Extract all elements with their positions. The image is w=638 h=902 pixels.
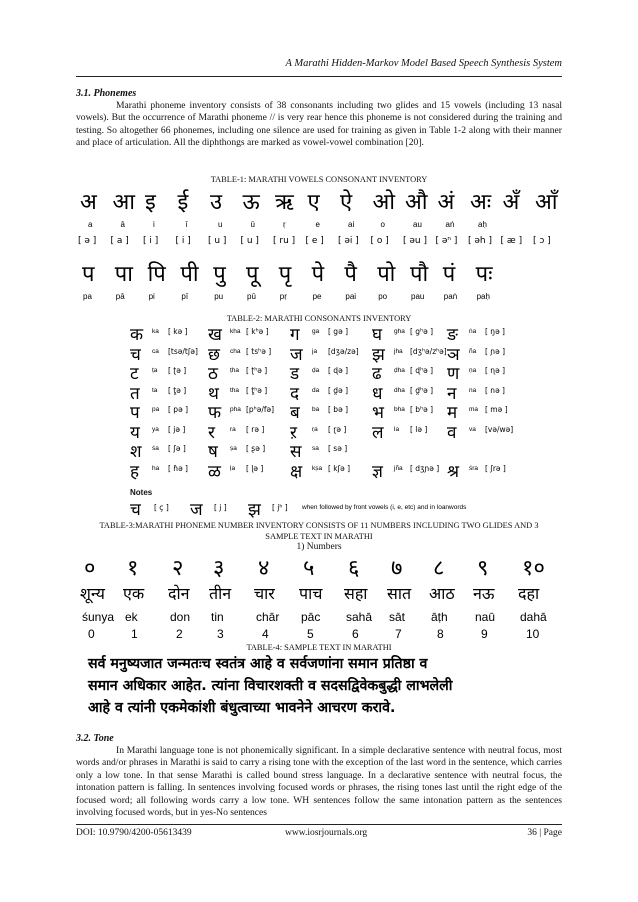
- number-word-roman: āṭh: [431, 610, 448, 624]
- consonant-ipa: [ ɖʰə ]: [410, 366, 434, 375]
- consonant-glyph: व: [447, 422, 457, 443]
- consonant-roman: va: [469, 425, 476, 433]
- sample-text-line: आहे व त्यांनी एकमेकांशी बंधुत्वाच्या भावनेने आचरण करावे.: [88, 700, 396, 716]
- number-word-devanagari: एक: [123, 584, 145, 603]
- consonant-ipa: [ ɳə ]: [485, 366, 506, 375]
- consonant-ipa: [ ɭə ]: [246, 463, 264, 473]
- number-word-devanagari: दहा: [518, 584, 540, 603]
- consonant-roman: śra: [469, 464, 479, 472]
- consonant-glyph: द: [290, 383, 300, 404]
- consonant-ipa: [ dʒɲə ]: [410, 463, 440, 473]
- consonant-ipa: [ gə ]: [328, 327, 348, 336]
- consonant-glyph: च: [130, 344, 141, 365]
- number-word-devanagari: आठ: [429, 584, 455, 603]
- consonant-ipa: [ ʂə ]: [246, 444, 266, 453]
- consonant-glyph: झ: [372, 344, 385, 365]
- consonant-ipa: [ tsʰə ]: [246, 346, 272, 356]
- consonant-glyph: त: [130, 383, 140, 404]
- vowel-glyph: ऋ: [275, 190, 294, 215]
- vowel-ipa: [ u ]: [208, 236, 227, 246]
- arabic-digit: 4: [262, 627, 269, 641]
- number-word-devanagari: शून्य: [80, 584, 105, 603]
- consonant-roman: ta: [152, 386, 158, 394]
- number-word-roman: sāt: [389, 610, 406, 624]
- vowel-ipa: [ i ]: [143, 236, 159, 246]
- vowel-ipa: [ ɔ ]: [533, 236, 551, 246]
- consonant-ipa: [ sə ]: [328, 444, 348, 453]
- pa-syllable-glyph: प: [82, 262, 95, 287]
- footer-doi: DOI: 10.9790/4200-05613439: [76, 828, 192, 838]
- devanagari-digit: २: [172, 556, 184, 581]
- consonant-glyph: ख: [208, 325, 222, 345]
- number-word-devanagari: पाच: [299, 584, 323, 603]
- consonant-glyph: स: [290, 442, 302, 462]
- consonant-ipa: [ bʰə ]: [410, 405, 434, 414]
- note-ipa: [ j ]: [214, 503, 227, 512]
- consonant-roman: jha: [394, 347, 403, 355]
- number-word-roman: pāc: [301, 610, 321, 624]
- consonant-ipa: [ ʈʰə ]: [246, 366, 268, 375]
- table3-caption-line1: TABLE-3:MARATHI PHONEME NUMBER INVENTORY CONSISTS OF 11 NUMBERS INCLUDING TWO GLIDES AND 3: [99, 521, 539, 530]
- consonant-roman: ma: [469, 406, 479, 413]
- consonant-roman: ja: [312, 347, 318, 355]
- vowel-roman: ā: [120, 220, 125, 229]
- consonant-glyph: ध: [372, 383, 383, 404]
- consonant-ipa: [ pə ]: [168, 405, 188, 414]
- number-word-devanagari: नऊ: [473, 584, 495, 603]
- arabic-digit: 6: [352, 627, 359, 641]
- table4-caption: TABLE-4: SAMPLE TEXT IN MARATHI: [246, 643, 392, 652]
- arabic-digit: 9: [481, 627, 488, 641]
- vowel-ipa: [ e ]: [305, 236, 324, 246]
- number-word-devanagari: दोन: [168, 584, 190, 603]
- number-word-roman: ek: [125, 610, 138, 624]
- consonant-glyph: ल: [372, 422, 384, 443]
- consonant-roman: la: [394, 425, 400, 433]
- vowel-glyph: आँ: [535, 190, 558, 215]
- consonant-ipa: [və/wə]: [485, 424, 514, 434]
- consonant-glyph: ठ: [208, 364, 218, 384]
- number-word-roman: tin: [211, 610, 224, 624]
- consonant-roman: ga: [312, 328, 320, 335]
- vowel-glyph: ऐ: [340, 190, 353, 215]
- consonant-glyph: प: [130, 403, 140, 423]
- consonant-roman: ṇa: [469, 367, 477, 374]
- devanagari-digit: ८: [433, 556, 445, 581]
- consonant-glyph: र: [208, 422, 215, 443]
- vowel-roman: u: [218, 220, 223, 229]
- consonant-ipa: [ lə ]: [410, 424, 428, 434]
- consonant-glyph: भ: [372, 403, 384, 423]
- consonant-glyph: फ: [208, 403, 222, 423]
- consonant-ipa: [ jə ]: [168, 424, 186, 434]
- consonant-roman: ña: [469, 347, 477, 355]
- consonant-ipa: [ d̪ʰə ]: [410, 385, 434, 395]
- vowel-roman: au: [413, 220, 422, 229]
- running-title: A Marathi Hidden-Markov Model Based Speech Synthesis System: [285, 58, 562, 69]
- consonant-ipa: [ d̪ə ]: [328, 385, 348, 395]
- vowel-glyph: आ: [112, 190, 135, 215]
- consonant-ipa: [ ʈə ]: [168, 366, 187, 375]
- pa-syllable-roman: pu: [214, 292, 224, 301]
- consonant-roman: ya: [152, 425, 159, 433]
- devanagari-digit: १: [127, 556, 139, 581]
- consonant-roman: bha: [394, 406, 405, 413]
- vowel-roman: a: [88, 220, 93, 229]
- consonant-glyph: श्र: [447, 461, 460, 482]
- pa-syllable-glyph: पे: [311, 262, 325, 287]
- vowel-ipa: [ ə ]: [78, 236, 97, 246]
- consonant-ipa: [ ɦə ]: [168, 463, 188, 473]
- consonant-roman: ḷa: [230, 464, 236, 472]
- consonant-ipa: [ ɲə ]: [485, 346, 506, 356]
- consonant-glyph: ष: [208, 442, 218, 462]
- consonant-ipa: [ kʰə ]: [246, 327, 269, 336]
- consonant-glyph: ढ: [372, 364, 382, 384]
- number-word-roman: don: [170, 610, 191, 624]
- sample-text-line: समान अधिकार आहेत. त्यांना विचारशक्ती व सदसद्विवेकबुद्धी लाभलेली: [88, 678, 453, 694]
- devanagari-digit: ६: [348, 556, 360, 581]
- pa-syllable-roman: po: [378, 292, 388, 301]
- note-ipa: [ jʰ ]: [272, 503, 288, 512]
- note-ipa: [ ç ]: [154, 503, 169, 512]
- consonant-glyph: ज: [290, 344, 303, 365]
- vowel-ipa: [ a ]: [110, 236, 129, 246]
- consonant-roman: ḍa: [312, 367, 320, 374]
- consonant-glyph: ळ: [208, 461, 221, 482]
- vowel-glyph: अँ: [502, 190, 520, 215]
- consonant-glyph: ड: [290, 364, 300, 384]
- pa-syllable-glyph: पा: [114, 262, 133, 287]
- vowel-glyph: ओ: [372, 190, 396, 215]
- note-glyph: च: [130, 500, 141, 520]
- consonant-roman: ṛa: [312, 425, 318, 433]
- pa-syllable-glyph: पृ: [278, 262, 292, 287]
- consonant-ipa: [ ɽə ]: [328, 424, 347, 434]
- pa-syllable-roman: pi: [148, 292, 155, 301]
- tone-paragraph: [76, 745, 562, 819]
- number-word-roman: chār: [256, 610, 280, 624]
- notes-text: when followed by front vowels (i, e, etc) and in loanwords: [302, 504, 467, 511]
- consonant-glyph: ङ: [447, 325, 458, 345]
- number-word-devanagari: सहा: [344, 584, 368, 603]
- consonant-roman: kṣa: [312, 464, 323, 472]
- pa-syllable-roman: pe: [312, 292, 322, 301]
- consonant-glyph: न: [447, 383, 457, 404]
- consonant-glyph: ब: [290, 403, 300, 423]
- vowel-ipa: [ əh ]: [468, 236, 492, 246]
- pa-syllable-glyph: पो: [377, 262, 396, 287]
- vowel-ipa: [ i ]: [175, 236, 191, 246]
- consonant-roman: dha: [394, 386, 405, 394]
- vowel-roman: ṛ: [283, 220, 286, 229]
- header-rule: [76, 76, 562, 77]
- consonant-ipa: [ ŋə ]: [485, 327, 505, 336]
- sample-text-line: सर्व मनुष्यजात जन्मतःच स्वतंत्र आहे व सर्वजणांना समान प्रतिष्ठा व: [88, 656, 428, 672]
- arabic-digit: 1: [131, 627, 138, 641]
- arabic-digit: 7: [395, 627, 402, 641]
- vowel-roman: e: [315, 220, 320, 229]
- consonant-glyph: छ: [208, 344, 220, 365]
- vowel-glyph: ऊ: [242, 190, 260, 215]
- pa-syllable-glyph: पि: [147, 262, 166, 287]
- phonemes-paragraph: [76, 100, 562, 150]
- note-glyph: झ: [248, 500, 261, 520]
- arabic-digit: 0: [88, 627, 95, 641]
- pa-syllable-roman: paḥ: [476, 292, 490, 301]
- pa-syllable-roman: pū: [247, 292, 256, 301]
- footer-site: www.iosrjournals.org: [285, 828, 368, 838]
- number-word-roman: naū: [475, 610, 496, 624]
- devanagari-digit: ३: [213, 556, 225, 581]
- note-glyph: ज: [190, 500, 203, 520]
- consonant-glyph: ण: [447, 364, 460, 384]
- consonant-ipa: [ t̪ə ]: [168, 385, 187, 395]
- pa-syllable-glyph: पू: [246, 262, 259, 287]
- consonant-ipa: [ ʃə ]: [168, 444, 186, 453]
- vowel-ipa: [ o ]: [370, 236, 389, 246]
- consonant-glyph: क्ष: [290, 461, 303, 482]
- consonant-roman: ka: [152, 328, 159, 335]
- devanagari-digit: ५: [303, 556, 315, 581]
- number-word-roman: dahā: [520, 610, 547, 624]
- devanagari-digit: ०: [84, 556, 96, 581]
- arabic-digit: 3: [217, 627, 224, 641]
- pa-syllable-glyph: पै: [344, 262, 357, 287]
- number-word-devanagari: तीन: [209, 584, 232, 603]
- table3-caption-line2: SAMPLE TEXT IN MARATHI: [265, 532, 373, 541]
- vowel-ipa: [ əⁿ ]: [435, 236, 458, 246]
- vowel-ipa: [ u ]: [240, 236, 259, 246]
- devanagari-digit: ९: [477, 556, 489, 581]
- devanagari-digit: १०: [522, 556, 545, 581]
- vowel-roman: ai: [348, 220, 355, 229]
- table1-caption: TABLE-1: MARATHI VOWELS CONSONANT INVENTORY: [210, 175, 428, 184]
- vowel-ipa: [ əu ]: [403, 236, 427, 246]
- vowel-glyph: ए: [307, 190, 320, 215]
- vowel-ipa: [ əi ]: [338, 236, 359, 246]
- consonant-ipa: [ t̪ʰə ]: [246, 385, 268, 395]
- pa-syllable-glyph: पः: [475, 262, 493, 287]
- consonant-ipa: [ nə ]: [485, 385, 505, 395]
- consonant-roman: kha: [230, 328, 241, 335]
- consonant-roman: cha: [230, 347, 241, 355]
- vowel-roman: o: [380, 220, 385, 229]
- consonant-roman: ṭha: [230, 367, 240, 374]
- consonant-roman: pha: [230, 406, 241, 413]
- pa-syllable-glyph: पी: [180, 262, 199, 287]
- consonant-glyph: ञ: [447, 344, 460, 365]
- consonant-roman: gha: [394, 328, 405, 335]
- section-heading-phonemes: 3.1. Phonemes: [76, 88, 137, 99]
- number-word-roman: śunya: [82, 610, 115, 624]
- phonemes-paragraph-text: Marathi phoneme inventory consists of 38 consonants including two glides and 15 vowels (including 13 nasal vowels). But the occurrence of Marathi phoneme // is very rear hence this phoneme is not considered during the training and testing. So altogether 66 phonemes, including one silence are used for training as given in Table 1-2 along with their manner and place of articulation. All the diphthongs are marked as vowel-vowel combination [20].: [76, 100, 562, 149]
- consonant-roman: jña: [394, 464, 403, 472]
- consonant-glyph: ज्ञ: [372, 461, 383, 482]
- number-word-roman: sahā: [346, 610, 373, 624]
- consonant-ipa: [ mə ]: [485, 405, 508, 414]
- consonant-ipa: [dʒʰə/zʰə]: [410, 346, 447, 356]
- consonant-glyph: क: [130, 325, 144, 345]
- consonant-glyph: ह: [130, 461, 140, 482]
- consonant-roman: ṅa: [469, 328, 477, 335]
- table3-subheading: 1) Numbers: [296, 542, 342, 552]
- consonant-roman: na: [469, 386, 477, 394]
- consonant-ipa: [dʒə/zə]: [328, 346, 359, 356]
- consonant-roman: tha: [230, 386, 240, 394]
- consonant-ipa: [tsə/tʃə]: [168, 346, 198, 356]
- pa-syllable-roman: pau: [411, 292, 425, 301]
- pa-syllable-roman: pa: [83, 292, 92, 301]
- section-heading-tone: 3.2. Tone: [76, 733, 114, 744]
- devanagari-digit: ४: [258, 556, 270, 581]
- consonant-ipa: [ rə ]: [246, 424, 265, 434]
- vowel-glyph: अं: [437, 190, 455, 215]
- vowel-ipa: [ æ ]: [500, 236, 523, 246]
- consonant-glyph: घ: [372, 325, 383, 345]
- vowel-roman: i: [153, 220, 155, 229]
- consonant-roman: da: [312, 386, 320, 394]
- consonant-roman: śa: [152, 445, 159, 452]
- pa-syllable-roman: pī: [181, 292, 189, 301]
- footer-rule: [76, 824, 562, 825]
- vowel-glyph: इ: [145, 190, 156, 215]
- consonant-ipa: [ gʰə ]: [410, 327, 434, 336]
- vowel-roman: ū: [250, 220, 255, 229]
- footer-page: 36 | Page: [527, 828, 562, 838]
- number-word-devanagari: सात: [387, 584, 412, 603]
- pa-syllable-glyph: पं: [442, 262, 456, 287]
- pa-syllable-roman: pā: [115, 292, 125, 301]
- consonant-glyph: ग: [290, 325, 300, 345]
- vowel-glyph: उ: [210, 190, 223, 215]
- consonant-ipa: [ ɖə ]: [328, 366, 348, 375]
- vowel-roman: aṅ: [445, 220, 455, 229]
- vowel-roman: ī: [185, 220, 188, 229]
- consonant-ipa: [ kʃə ]: [328, 463, 351, 473]
- consonant-glyph: य: [130, 422, 140, 443]
- vowel-ipa: [ ru ]: [273, 236, 296, 246]
- pa-syllable-roman: pai: [345, 292, 357, 301]
- table2-caption: TABLE-2: MARATHI CONSONANTS INVENTORY: [226, 314, 412, 323]
- consonant-glyph: ऱ: [290, 422, 297, 443]
- pa-syllable-roman: pṛ: [279, 292, 287, 301]
- consonant-glyph: म: [447, 403, 458, 423]
- vowel-glyph: ई: [177, 190, 189, 215]
- vowel-roman: aḥ: [478, 220, 487, 229]
- consonant-roman: pa: [152, 406, 160, 413]
- tone-paragraph-text: In Marathi language tone is not phonemically significant. In a simple declarative sentence with neutral focus, most words and/or phrases in Marathi is said to carry a rising tone with the exception of the last word in the sentence, which carries only a low tone. In that sense Marathi is called bound stress language. In a declarative sentence with neutral focus, the intonation pattern is falling. In sentences involving focused words or phrases, the rising tones last until the right edge of the focused word; all following words carry a low tone. WH sentences follow the same intonation pattern as the sentences involving focused words, but in yes-No sentences: [76, 745, 562, 819]
- consonant-roman: ḍha: [394, 367, 405, 374]
- consonant-glyph: ट: [130, 364, 139, 384]
- consonant-roman: ra: [230, 425, 236, 433]
- consonant-ipa: [ kə ]: [168, 327, 188, 336]
- devanagari-digit: ७: [391, 556, 403, 581]
- consonant-glyph: श: [130, 442, 142, 462]
- consonant-roman: ca: [152, 347, 159, 355]
- vowel-glyph: अ: [80, 190, 97, 215]
- consonant-roman: ṣa: [230, 445, 237, 452]
- consonant-roman: ṭa: [152, 367, 158, 374]
- consonant-glyph: थ: [208, 383, 219, 404]
- vowel-glyph: अः: [470, 190, 492, 215]
- arabic-digit: 8: [437, 627, 444, 641]
- consonant-ipa: [pʰə/fə]: [246, 405, 275, 414]
- arabic-digit: 10: [526, 627, 540, 641]
- consonant-ipa: [ ʃrə ]: [485, 463, 506, 473]
- pa-syllable-glyph: पौ: [410, 262, 429, 287]
- pa-syllable-roman: paṅ: [443, 292, 458, 301]
- consonant-roman: ha: [152, 464, 160, 472]
- number-word-devanagari: चार: [254, 584, 275, 603]
- vowel-glyph: औ: [405, 190, 428, 215]
- consonant-roman: ba: [312, 406, 320, 413]
- consonant-ipa: [ bə ]: [328, 405, 348, 414]
- arabic-digit: 2: [176, 627, 183, 641]
- consonant-roman: sa: [312, 445, 319, 452]
- notes-label: Notes: [130, 488, 153, 497]
- pa-syllable-glyph: पु: [213, 262, 226, 287]
- arabic-digit: 5: [307, 627, 314, 641]
